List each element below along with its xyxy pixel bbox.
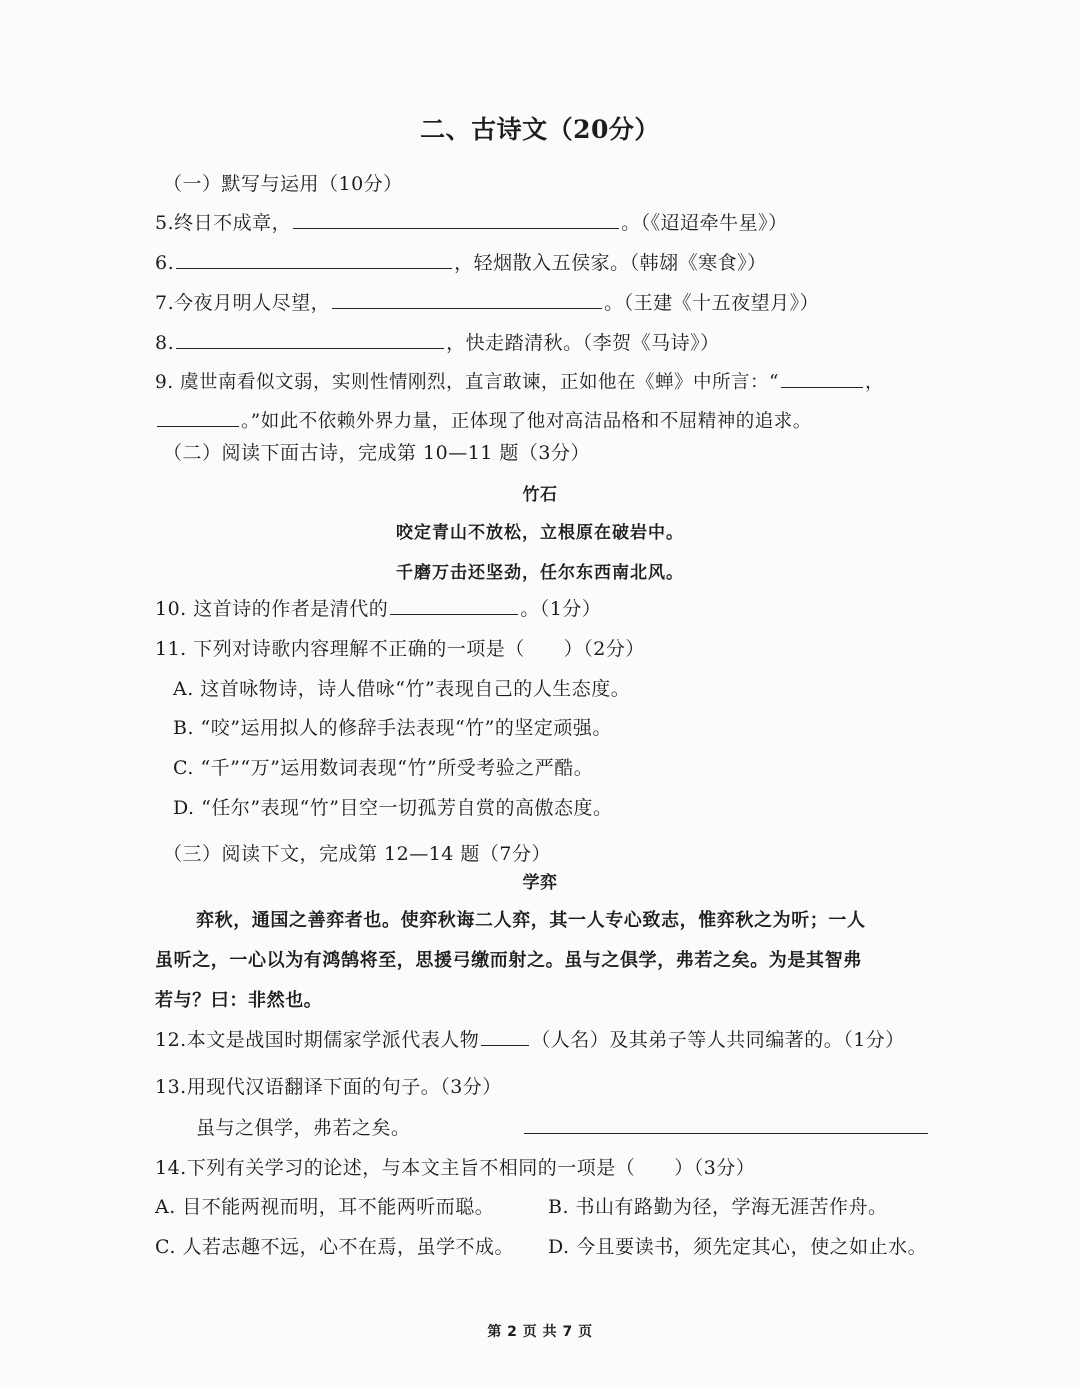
answer-blank-6[interactable] xyxy=(176,252,452,269)
answer-blank-8[interactable] xyxy=(176,332,444,349)
question-9-line1: 9. 虞世南看似文弱，实则性情刚烈，直言敢谏，正如他在《蝉》中所言：“ ， xyxy=(155,372,885,393)
poem-title: 竹石 xyxy=(522,485,558,505)
question-11: 11. 下列对诗歌内容理解不正确的一项是（ ）（2分） xyxy=(155,638,645,660)
poem-line-2: 千磨万击还坚劲，任尔东西南北风。 xyxy=(396,563,684,583)
q11-option-c[interactable]: C. “千”“万”运用数词表现“竹”所受考验之严酷。 xyxy=(173,757,594,779)
q14-option-d[interactable]: D. 今且要读书，须先定其心，使之如止水。 xyxy=(548,1236,928,1258)
question-13: 13.用现代汉语翻译下面的句子。（3分） xyxy=(155,1076,502,1098)
text-line-3: 若与？曰：非然也。 xyxy=(155,990,323,1011)
part1-heading: （一）默写与运用（10分） xyxy=(163,173,403,195)
page-footer: 第 2 页 共 7 页 xyxy=(487,1324,593,1340)
answer-blank-10[interactable] xyxy=(390,598,518,615)
section-title: 二、古诗文（20分） xyxy=(420,115,660,144)
answer-blank-7[interactable] xyxy=(332,292,602,309)
answer-blank-9b[interactable] xyxy=(157,410,239,427)
q11-option-a[interactable]: A. 这首咏物诗，诗人借咏“竹”表现自己的人生态度。 xyxy=(173,678,631,700)
question-10: 10. 这首诗的作者是清代的 。（1分） xyxy=(155,598,602,620)
question-5: 5.终日不成章， 。（《迢迢牵牛星》） xyxy=(155,212,788,234)
q11-option-d[interactable]: D. “任尔”表现“竹”目空一切孤芳自赏的高傲态度。 xyxy=(173,797,613,819)
q14-option-b[interactable]: B. 书山有路勤为径，学海无涯苦作舟。 xyxy=(548,1196,888,1218)
answer-blank-9a[interactable] xyxy=(781,371,863,388)
q11-option-b[interactable]: B. “咬”运用拟人的修辞手法表现“竹”的坚定顽强。 xyxy=(173,717,612,739)
q14-option-c[interactable]: C. 人若志趣不远，心不在焉，虽学不成。 xyxy=(155,1236,514,1258)
text-line-1: 弈秋，通国之善弈者也。使弈秋诲二人弈，其一人专心致志，惟弈秋之为听；一人 xyxy=(196,910,866,931)
q13-answer-line[interactable] xyxy=(524,1116,928,1140)
question-12: 12.本文是战国时期儒家学派代表人物 （人名）及其弟子等人共同编著的。（1分） xyxy=(155,1029,905,1051)
text-title: 学弈 xyxy=(522,873,558,893)
part3-heading: （三）阅读下文，完成第 12—14 题（7分） xyxy=(163,843,552,865)
question-14: 14.下列有关学习的论述，与本文主旨不相同的一项是（ ）（3分） xyxy=(155,1157,756,1179)
question-7: 7.今夜月明人尽望， 。（王建《十五夜望月》） xyxy=(155,292,820,314)
question-6: 6. ，轻烟散入五侯家。（韩翃《寒食》） xyxy=(155,252,767,274)
q13-sentence: 虽与之俱学，弗若之矣。 xyxy=(196,1117,411,1139)
poem-line-1: 咬定青山不放松，立根原在破岩中。 xyxy=(396,523,684,543)
question-8: 8. ，快走踏清秋。（李贺《马诗》） xyxy=(155,332,720,354)
answer-blank-5[interactable] xyxy=(293,212,619,229)
text-line-2: 虽听之，一心以为有鸿鹄将至，思援弓缴而射之。虽与之俱学，弗若之矣。为是其智弗 xyxy=(155,950,862,971)
part2-heading: （二）阅读下面古诗，完成第 10—11 题（3分） xyxy=(163,442,591,464)
answer-blank-12[interactable] xyxy=(481,1029,529,1046)
q14-option-a[interactable]: A. 目不能两视而明，耳不能两听而聪。 xyxy=(155,1196,495,1218)
question-9-line2: 。”如此不依赖外界力量，正体现了他对高洁品格和不屈精神的追求。 xyxy=(155,410,812,434)
